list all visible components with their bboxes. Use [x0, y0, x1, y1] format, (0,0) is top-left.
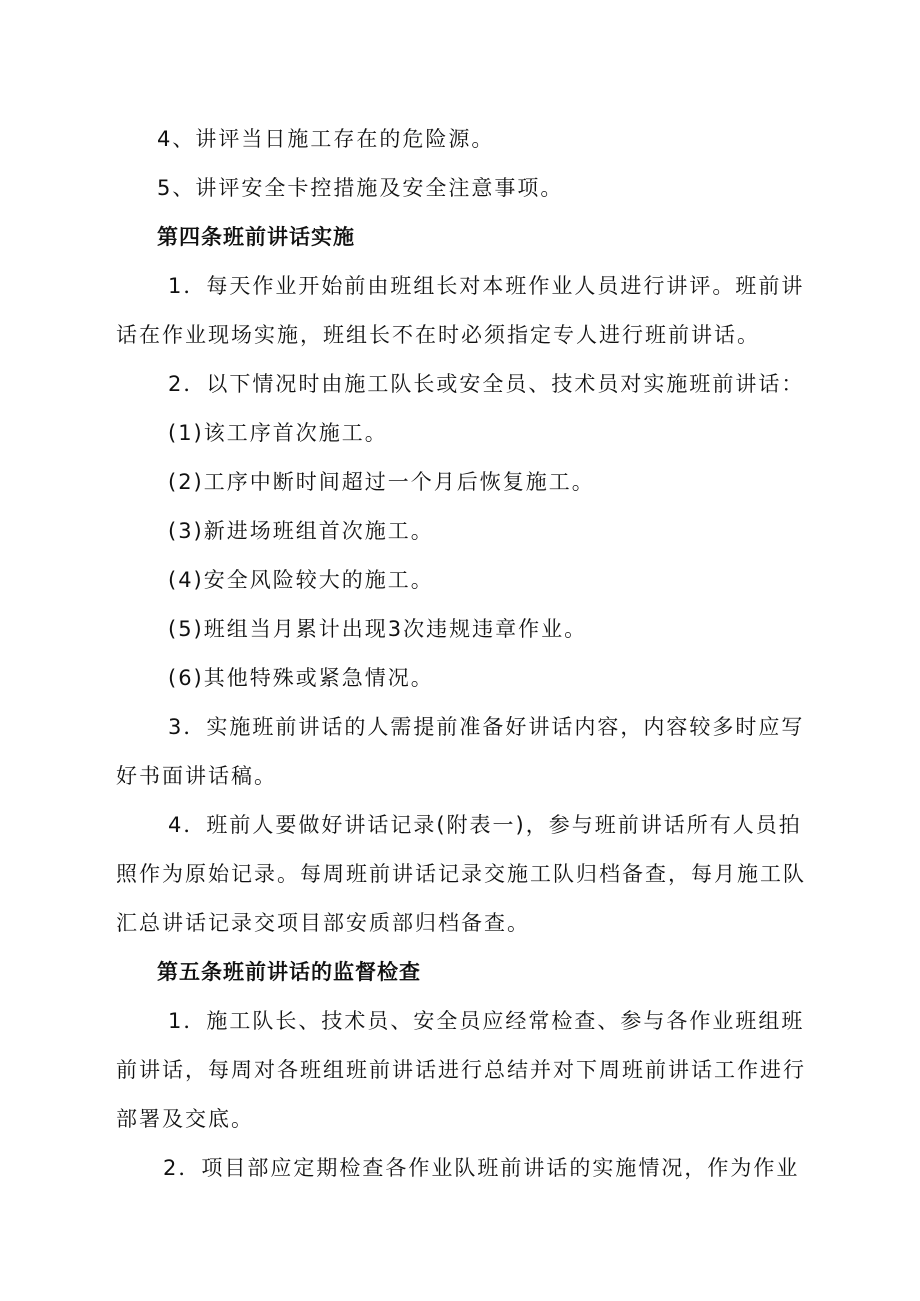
list-item-5: 5、讲评安全卡控措施及安全注意事项。	[157, 176, 564, 200]
paragraph-line: 4．班前人要做好讲话记录(附表一)，参与班前讲话所有人员拍	[168, 813, 802, 837]
condition-item-6: (6)其他特殊或紧急情况。	[168, 666, 434, 690]
paragraph-line: 3．实施班前讲话的人需提前准备好讲话内容，内容较多时应写	[168, 715, 805, 739]
paragraph-line: 2．项目部应定期检查各作业队班前讲话的实施情况，作为作业	[163, 1156, 800, 1180]
paragraph-line: 好书面讲话稿。	[116, 764, 277, 788]
condition-item-1: (1)该工序首次施工。	[168, 421, 388, 445]
paragraph-line: 话在作业现场实施，班组长不在时必须指定专人进行班前讲话。	[116, 323, 760, 347]
section-heading-4: 第四条班前讲话实施	[157, 225, 355, 249]
paragraph-line: 照作为原始记录。每周班前讲话记录交施工队归档备查，每月施工队	[116, 862, 806, 886]
paragraph-line: 1．每天作业开始前由班组长对本班作业人员进行讲评。班前讲	[168, 274, 805, 298]
condition-item-3: (3)新进场班组首次施工。	[168, 519, 434, 543]
condition-item-4: (4)安全风险较大的施工。	[168, 568, 434, 592]
condition-item-5: (5)班组当月累计出现3次违规违章作业。	[168, 617, 588, 641]
paragraph-line: 1．施工队长、技术员、安全员应经常检查、参与各作业班组班	[168, 1009, 805, 1033]
paragraph-line: 汇总讲话记录交项目部安质部归档备查。	[116, 911, 530, 935]
section-heading-5: 第五条班前讲话的监督检查	[157, 960, 421, 984]
paragraph-line: 前讲话，每周对各班组班前讲话进行总结并对下周班前讲话工作进行	[116, 1058, 806, 1082]
list-item-4: 4、讲评当日施工存在的危险源。	[157, 127, 495, 151]
paragraph-line: 部署及交底。	[116, 1107, 254, 1131]
paragraph-line: 2．以下情况时由施工队长或安全员、技术员对实施班前讲话：	[168, 372, 805, 396]
condition-item-2: (2)工序中断时间超过一个月后恢复施工。	[168, 470, 595, 494]
